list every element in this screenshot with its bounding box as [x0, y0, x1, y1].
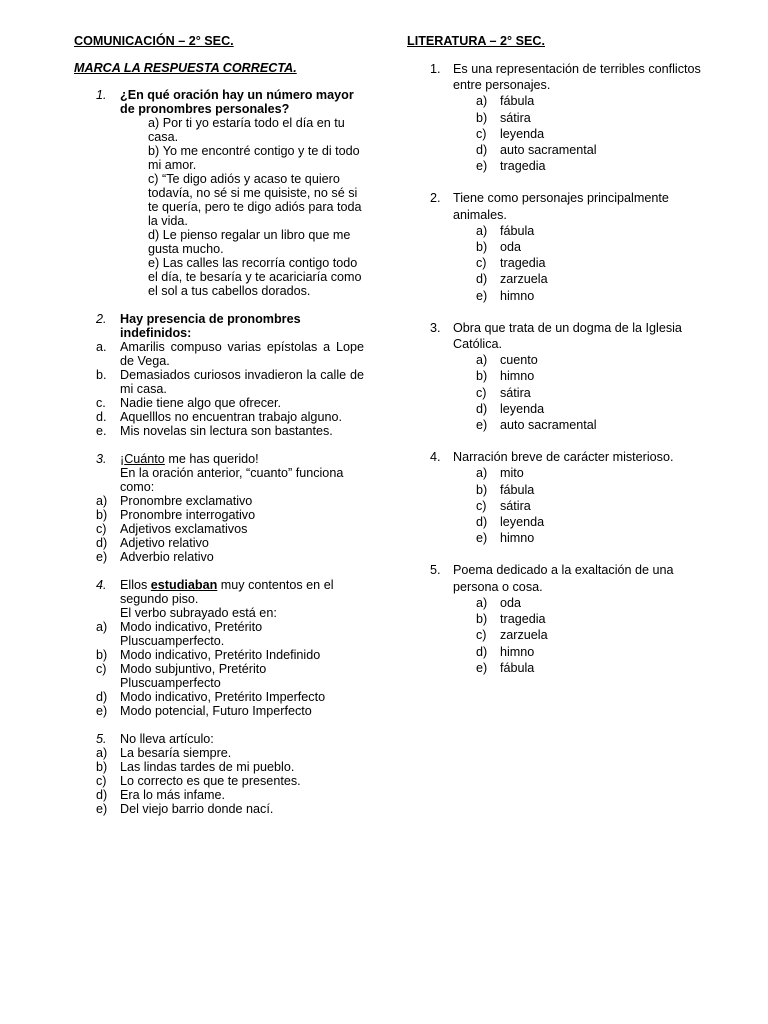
- question-stem: Hay presencia de pronombres indefinidos:: [120, 312, 301, 340]
- option-text: auto sacramental: [500, 418, 597, 433]
- option-text: zarzuela: [500, 628, 548, 643]
- option-label: c): [96, 662, 107, 676]
- com-question-3: [74, 452, 364, 564]
- option: [74, 746, 364, 760]
- question-number: 1.: [96, 88, 107, 102]
- option: [407, 514, 707, 530]
- option-label: b.: [96, 368, 107, 382]
- option-text: himno: [500, 644, 535, 659]
- option-text: Por ti yo estaría todo el día en tu casa.: [148, 116, 345, 144]
- option: [74, 410, 364, 424]
- question-number: 2.: [96, 312, 107, 326]
- option: [407, 288, 707, 304]
- option-text: sátira: [500, 498, 531, 513]
- option-text: leyenda: [500, 515, 545, 530]
- option-label: a): [96, 746, 108, 760]
- option-text: Del viejo barrio donde nací.: [120, 802, 274, 816]
- option: [120, 256, 364, 298]
- option-text: Adjetivos exclamativos: [120, 522, 248, 536]
- question-number: 4.: [430, 450, 441, 465]
- option-text: sátira: [500, 110, 531, 125]
- option-text: Pronombre interrogativo: [120, 508, 256, 522]
- sentence-end: muy contentos en el segundo piso.: [120, 578, 334, 606]
- option-label: c): [476, 126, 487, 141]
- option: [120, 116, 364, 144]
- option-label: b): [476, 369, 488, 384]
- option-text: himno: [500, 369, 535, 384]
- option: [74, 690, 364, 704]
- option: [74, 704, 364, 718]
- option: [407, 255, 707, 271]
- option: [74, 508, 364, 522]
- option: [74, 424, 364, 438]
- sentence-start: ¡: [120, 452, 125, 466]
- option-text: Adverbio relativo: [120, 550, 214, 564]
- option-label: e): [476, 288, 488, 303]
- option-label: e): [96, 704, 108, 718]
- option-label: a.: [96, 340, 107, 354]
- option: [74, 368, 364, 396]
- option: [74, 494, 364, 508]
- option: [74, 774, 364, 788]
- question-number: 3.: [96, 452, 107, 466]
- question-stem: Poema dedicado a la exaltación de una persona o cosa.: [453, 563, 674, 594]
- option-label: e): [476, 159, 488, 174]
- option: [407, 271, 707, 287]
- option: [74, 662, 364, 690]
- lit-question-4: [407, 449, 707, 546]
- option-text: “Te digo adiós y acaso te quiero todavía, no sé si me quisiste, no sé si te quería, pero te digo adiós para toda la vida.: [148, 172, 362, 228]
- option: [74, 522, 364, 536]
- option-label: c.: [96, 396, 106, 410]
- option-label: a): [148, 116, 160, 130]
- question-stem: No lleva artículo:: [120, 732, 214, 746]
- option-label: e): [476, 531, 488, 546]
- option-text: Demasiados curiosos invadieron la calle de mi casa.: [120, 368, 364, 396]
- question-stem: En la oración anterior, “cuanto” funciona como:: [120, 466, 344, 494]
- option-label: d): [476, 143, 488, 158]
- lit-question-1: [407, 61, 707, 174]
- option-label: e): [148, 256, 160, 270]
- option-text: Modo indicativo, Pretérito Imperfecto: [120, 690, 326, 704]
- option-text: leyenda: [500, 126, 545, 141]
- option: [407, 482, 707, 498]
- option: [407, 223, 707, 239]
- option: [74, 550, 364, 564]
- option-text: himno: [500, 531, 535, 546]
- option-text: Modo potencial, Futuro Imperfecto: [120, 704, 312, 718]
- option: [407, 368, 707, 384]
- comunicacion-heading: COMUNICACIÓN – 2° SEC.: [74, 34, 234, 48]
- option-label: d): [476, 272, 488, 287]
- option-text: oda: [500, 240, 522, 255]
- option-label: b): [476, 110, 488, 125]
- option-label: c): [476, 628, 487, 643]
- option-label: c): [148, 172, 159, 186]
- option-text: sátira: [500, 385, 531, 400]
- option: [407, 465, 707, 481]
- option-text: leyenda: [500, 401, 545, 416]
- option-label: b): [96, 508, 108, 522]
- question-stem: Obra que trata de un dogma de la Iglesia Católica.: [453, 320, 682, 352]
- option: [120, 144, 364, 172]
- literatura-heading: LITERATURA – 2° SEC.: [407, 34, 545, 48]
- question-stem: El verbo subrayado está en:: [120, 606, 277, 620]
- option-text: Mis novelas sin lectura son bastantes.: [120, 424, 333, 438]
- option-text: Amarilis compuso varias epístolas a Lope de Vega.: [120, 340, 364, 368]
- question-stem: Es una representación de terribles conflictos entre personajes.: [453, 62, 701, 93]
- underlined-verb: estudiaban: [150, 578, 218, 592]
- option-text: Era lo más infame.: [120, 788, 225, 802]
- option-text: Le pienso regalar un libro que me gusta mucho.: [148, 228, 351, 256]
- option: [407, 530, 707, 546]
- question-number: 3.: [430, 320, 441, 335]
- option-label: c): [96, 774, 107, 788]
- question-number: 5.: [430, 563, 441, 578]
- option: [407, 627, 707, 643]
- option-label: c): [476, 498, 487, 513]
- option-label: b): [96, 648, 108, 662]
- option-label: b): [476, 240, 488, 255]
- option: [74, 340, 364, 368]
- option: [407, 158, 707, 174]
- option-label: d): [476, 515, 488, 530]
- lit-question-2: [407, 190, 707, 303]
- option: [74, 760, 364, 774]
- option: [407, 352, 707, 368]
- question-sentence: [120, 452, 364, 466]
- option: [407, 385, 707, 401]
- option-label: d): [476, 644, 488, 659]
- option-label: a): [476, 353, 488, 368]
- question-number: 2.: [430, 191, 441, 206]
- option-label: e): [96, 550, 108, 564]
- option-label: d.: [96, 410, 107, 424]
- option-text: fábula: [500, 482, 535, 497]
- option-label: e): [96, 802, 108, 816]
- option-label: a): [476, 223, 488, 238]
- option: [407, 239, 707, 255]
- option-text: fábula: [500, 94, 535, 109]
- option-label: a): [96, 620, 108, 634]
- option: [407, 498, 707, 514]
- option: [407, 611, 707, 627]
- option-text: Pronombre exclamativo: [120, 494, 253, 508]
- option-label: d): [476, 401, 488, 416]
- option: [407, 660, 707, 676]
- question-number: 5.: [96, 732, 107, 746]
- option-label: e.: [96, 424, 107, 438]
- option-label: a): [476, 595, 488, 610]
- option-text: oda: [500, 595, 522, 610]
- lit-question-3: [407, 320, 707, 433]
- option-text: auto sacramental: [500, 143, 597, 158]
- option-text: fábula: [500, 223, 535, 238]
- option-text: zarzuela: [500, 272, 548, 287]
- question-number: 1.: [430, 62, 441, 76]
- sentence-end: me has querido!: [164, 452, 259, 466]
- com-question-1: [74, 88, 364, 298]
- option: [407, 126, 707, 142]
- option-label: e): [476, 418, 488, 433]
- option: [74, 620, 364, 648]
- option-label: b): [148, 144, 160, 158]
- question-number: 4.: [96, 578, 107, 592]
- option-label: d): [96, 788, 108, 802]
- option-text: fábula: [500, 660, 535, 675]
- literatura-column: [407, 34, 707, 692]
- option: [74, 396, 364, 410]
- option-label: c): [476, 256, 487, 271]
- option-text: himno: [500, 288, 535, 303]
- option-text: cuento: [500, 353, 538, 368]
- instruction-text: MARCA LA RESPUESTA CORRECTA.: [74, 61, 297, 75]
- option-text: Las lindas tardes de mi pueblo.: [120, 760, 295, 774]
- option-text: Modo subjuntivo, Pretérito Pluscuamperfecto: [120, 662, 267, 690]
- option-label: c): [476, 385, 487, 400]
- question-sentence: [120, 578, 364, 606]
- option: [120, 228, 364, 256]
- option-label: d): [96, 690, 108, 704]
- option-text: mito: [500, 466, 524, 481]
- com-question-5: [74, 732, 364, 816]
- option-text: tragedia: [500, 612, 546, 627]
- lit-question-5: [407, 562, 707, 675]
- option-label: b): [476, 612, 488, 627]
- option-text: Aquelllos no encuentran trabajo alguno.: [120, 410, 342, 424]
- question-stem: Narración breve de carácter misterioso.: [453, 450, 674, 465]
- sentence-start: Ellos: [120, 578, 151, 592]
- com-question-2: [74, 312, 364, 438]
- option-text: Nadie tiene algo que ofrecer.: [120, 396, 282, 410]
- option: [74, 648, 364, 662]
- option-text: Las calles las recorría contigo todo el día, te besaría y te acariciaría como el sol a tus cabellos dorados.: [148, 256, 362, 298]
- option-text: La besaría siempre.: [120, 746, 232, 760]
- option-label: a): [476, 466, 488, 481]
- option-text: tragedia: [500, 159, 546, 174]
- option-text: Yo me encontré contigo y te di todo mi amor.: [148, 144, 360, 172]
- option: [407, 401, 707, 417]
- option-label: c): [96, 522, 107, 536]
- option: [407, 142, 707, 158]
- option: [407, 417, 707, 433]
- option-text: tragedia: [500, 256, 546, 271]
- com-question-4: [74, 578, 364, 718]
- option-text: Modo indicativo, Pretérito Pluscuamperfecto.: [120, 620, 263, 648]
- option-label: a): [476, 94, 488, 109]
- option: [74, 788, 364, 802]
- option-label: b): [96, 760, 108, 774]
- question-stem: Tiene como personajes principalmente animales.: [453, 191, 669, 222]
- option-label: d): [148, 228, 160, 242]
- option: [74, 536, 364, 550]
- option: [74, 802, 364, 816]
- underlined-word: Cuánto: [124, 452, 165, 466]
- option: [407, 93, 707, 109]
- option-label: e): [476, 660, 488, 675]
- option-label: a): [96, 494, 108, 508]
- option: [407, 644, 707, 660]
- option-label: d): [96, 536, 108, 550]
- option: [407, 110, 707, 126]
- option: [407, 595, 707, 611]
- option-text: Adjetivo relativo: [120, 536, 209, 550]
- question-stem: ¿En qué oración hay un número mayor de pronombres personales?: [120, 88, 354, 116]
- option-text: Lo correcto es que te presentes.: [120, 774, 301, 788]
- option: [120, 172, 364, 228]
- comunicacion-column: [74, 34, 364, 830]
- option-text: Modo indicativo, Pretérito Indefinido: [120, 648, 321, 662]
- option-label: b): [476, 482, 488, 497]
